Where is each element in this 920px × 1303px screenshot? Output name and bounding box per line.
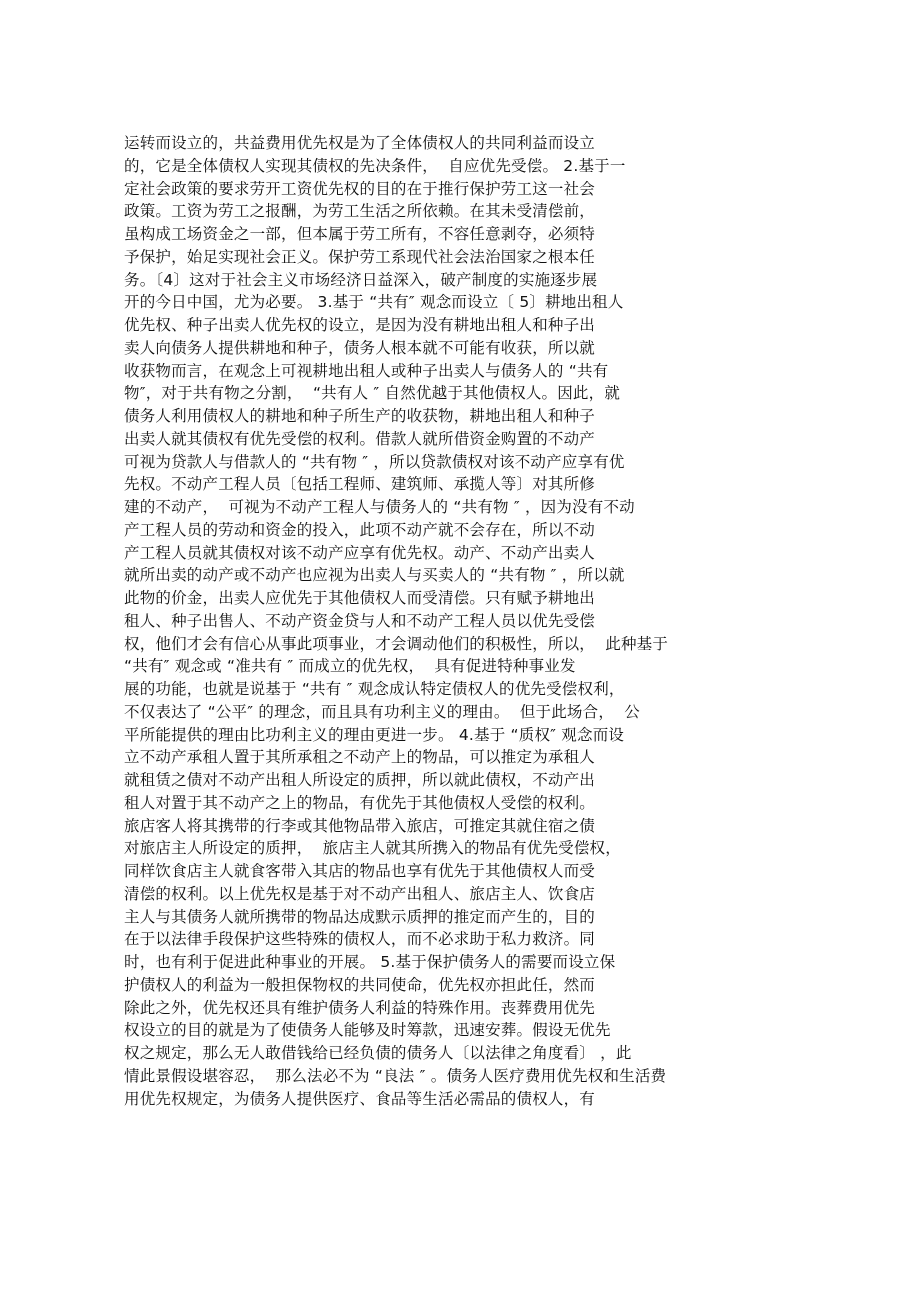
text-line: 可视为贷款人与借款人的 “共有物 ″ ，所以贷款债权对该不动产应享有优 — [124, 452, 625, 471]
text-line: 政策。工资为劳工之报酬，为劳工生活之所依赖。在其未受清偿前， — [124, 202, 596, 221]
text-line: 在于以法律手段保护这些特殊的债权人，而不必求助于私力救济。同 — [124, 930, 596, 949]
text-line: 物″，对于共有物之分割， “共有人 ″ 自然优越于其他债权人。因此，就 — [124, 384, 621, 403]
text-line: 展的功能，也就是说基于 “共有 ″ 观念成认特定债权人的优先受偿权利， — [124, 680, 625, 698]
text-line: 同样饮食店主人就食客带入其店的物品也享有优先于其他债权人而受 — [124, 862, 596, 880]
text-line: 产工程人员的劳动和资金的投入，此项不动产就不会存在，所以不动 — [124, 520, 596, 539]
text-line: 务。〔4〕这对于社会主义市场经济日益深入，破产制度的实施逐步展 — [124, 270, 598, 289]
text-line: 除此之外，优先权还具有维护债务人利益的特殊作用。丧葬费用优先 — [124, 998, 596, 1017]
text-line: 收获物而言，在观念上可视耕地出租人或种子出卖人与债务人的 “共有 — [124, 361, 609, 380]
text-line: 产工程人员就其债权对该不动产应享有优先权。动产、不动产出卖人 — [124, 543, 596, 562]
text-line: 租人对置于其不动产之上的物品，有优先于其他债权人受偿的权利。 — [124, 793, 596, 812]
text-line: 优先权、种子出卖人优先权的设立，是因为没有耕地出租人和种子出 — [124, 316, 596, 334]
text-line: 的，它是全体债权人实现其债权的先决条件， 自应优先受偿。 2.基于一 — [124, 156, 626, 175]
text-line: 权之规定，那么无人敢借钱给已经负债的债务人〔以法律之角度看〕 ，此 — [124, 1044, 632, 1062]
text-line: “共有″ 观念或 “准共有 ″ 而成立的优先权， 具有促进特种事业发 — [124, 657, 576, 676]
text-line: 权设立的目的就是为了使债务人能够及时筹款，迅速安葬。假设无优先 — [124, 1021, 611, 1040]
text-line: 时，也有利于促进此种事业的开展。 5.基于保护债务人的需要而设立保 — [124, 953, 616, 971]
text-line: 清偿的权利。以上优先权是基于对不动产出租人、旅店主人、饮食店 — [124, 884, 596, 903]
text-line: 不仅表达了 “公平″ 的理念，而且具有功利主义的理由。 但于此场合， 公 — [124, 702, 640, 721]
text-line: 就租赁之债对不动产出租人所设定的质押，所以就此债权，不动产出 — [124, 771, 596, 789]
text-line: 权，他们才会有信心从事此项事业，才会调动他们的积极性，所以， 此种基于 — [124, 634, 669, 653]
text-line: 用优先权规定，为债务人提供医疗、食品等生活必需品的债权人，有 — [124, 1089, 596, 1108]
text-line: 对旅店主人所设定的质押， 旅店主人就其所携入的物品有优先受偿权， — [124, 839, 621, 858]
text-line: 建的不动产， 可视为不动产工程人与债务人的 “共有物 ″ ，因为没有不动 — [124, 498, 635, 516]
text-line: 虽构成工场资金之一部，但本属于劳工所有，不容任意剥夺，必须特 — [124, 225, 596, 243]
text-line: 出卖人就其债权有优先受偿的权利。借款人就所借资金购置的不动产 — [124, 429, 596, 448]
text-line: 先权。不动产工程人员〔包括工程师、建筑师、承揽人等〕对其所修 — [124, 475, 596, 494]
text-line: 主人与其债务人就所携带的物品达成默示质押的推定而产生的，目的 — [124, 907, 596, 926]
text-line: 情此景假设堪容忍， 那么法必不为 “良法 ″ 。债务人医疗费用优先权和生活费 — [124, 1066, 667, 1085]
text-line: 债务人利用债权人的耕地和种子所生产的收获物，耕地出租人和种子 — [124, 407, 596, 425]
text-line: 就所出卖的动产或不动产也应视为出卖人与买卖人的 “共有物 ″ ，所以就 — [124, 566, 625, 585]
body-text — [124, 132, 824, 1110]
text-line: 旅店客人将其携带的行李或其他物品带入旅店，可推定其就住宿之债 — [124, 816, 596, 835]
text-line: 卖人向债务人提供耕地和种子，债务人根本就不可能有收获，所以就 — [124, 338, 596, 357]
text-line: 运转而设立的，共益费用优先权是为了全体债权人的共同利益而设立 — [124, 134, 596, 152]
text-line: 开的今日中国，尤为必要。 3.基于 “共有″ 观念而设立〔 5〕耕地出租人 — [124, 293, 624, 312]
text-line: 平所能提供的理由比功利主义的理由更进一步。 4.基于 “质权″ 观念而设 — [124, 725, 625, 744]
text-line: 立不动产承租人置于其所承租之不动产上的物品，可以推定为承租人 — [124, 748, 596, 767]
text-line: 定社会政策的要求劳开工资优先权的目的在于推行保护劳工这一社会 — [124, 179, 596, 198]
text-line: 此物的价金，出卖人应优先于其他债权人而受清偿。只有赋予耕地出 — [124, 589, 596, 607]
text-line: 租人、种子出售人、不动产资金贷与人和不动产工程人员以优先受偿 — [124, 611, 596, 630]
text-line: 护债权人的利益为一般担保物权的共同使命，优先权亦担此任，然而 — [124, 975, 596, 994]
text-line: 予保护，始足实现社会正义。保护劳工系现代社会法治国家之根本任 — [124, 247, 596, 266]
